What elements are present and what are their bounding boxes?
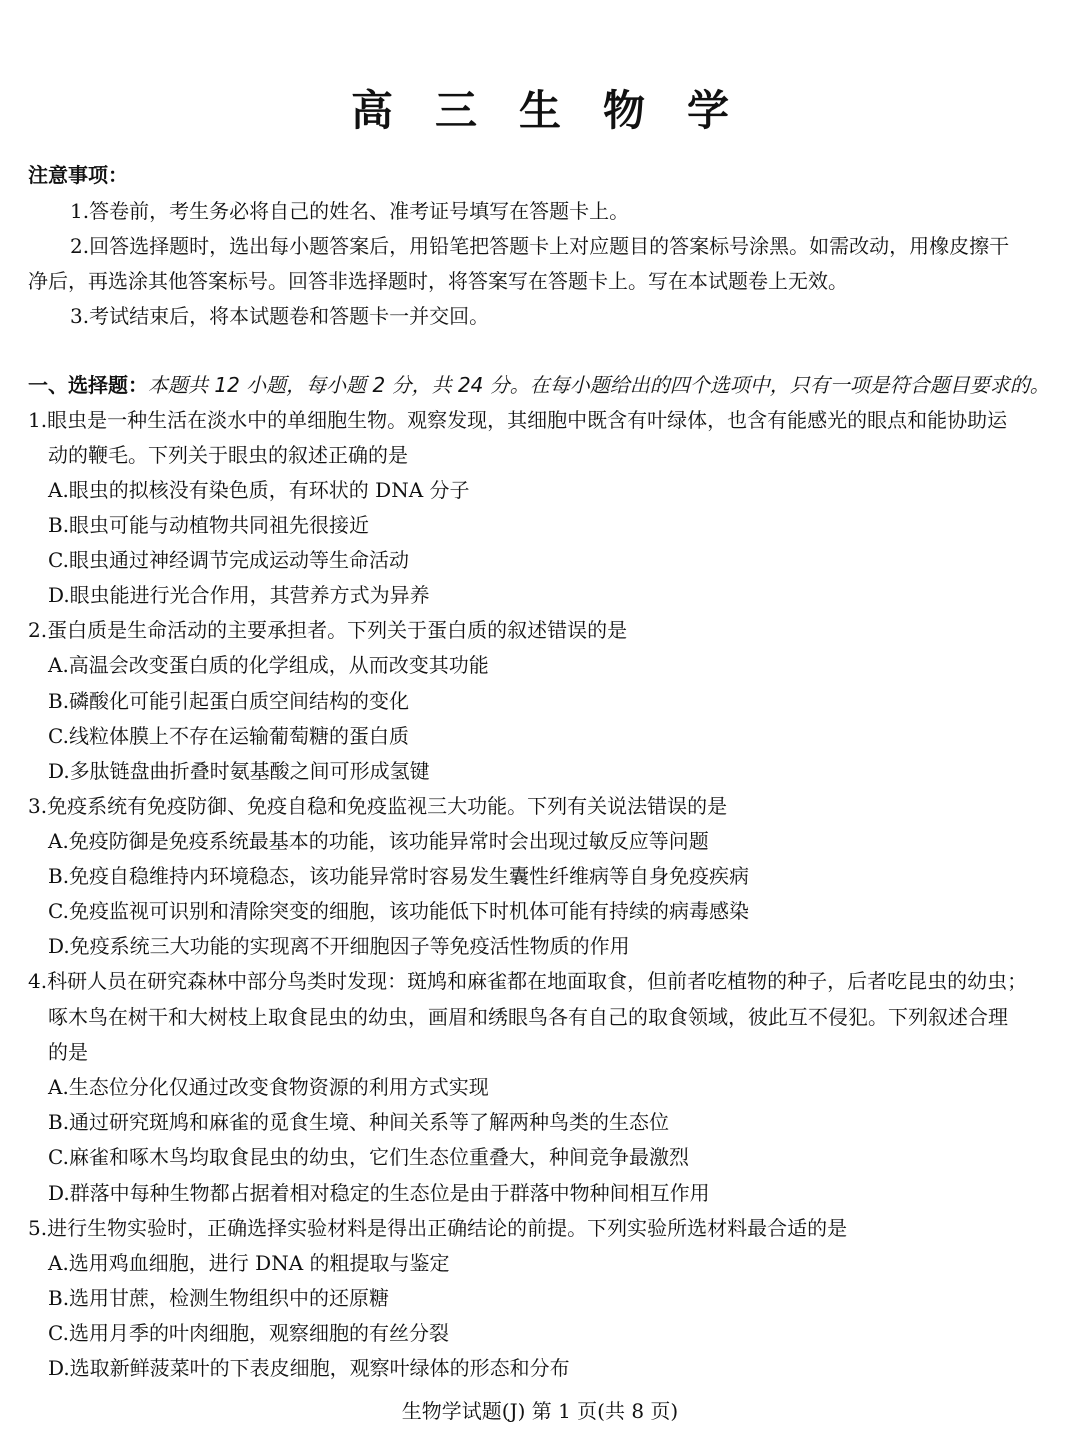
question-3-stem: 3.免疫系统有免疫防御、免疫自稳和免疫监视三大功能。下列有关说法错误的是 <box>28 794 728 818</box>
page-title: 高三生物学 <box>350 86 771 135</box>
question-5-option-a: A.选用鸡血细胞，进行 DNA 的粗提取与鉴定 <box>48 1251 450 1275</box>
notice-heading: 注意事项： <box>28 163 128 187</box>
section-lead: 一、选择题： <box>28 373 148 397</box>
question-4-option-c: C.麻雀和啄木鸟均取食昆虫的幼虫，它们生态位重叠大，种间竞争最激烈 <box>48 1145 689 1169</box>
notice-item-1: 1.答卷前，考生务必将自己的姓名、准考证号填写在答题卡上。 <box>70 199 630 223</box>
question-2-option-c: C.线粒体膜上不存在运输葡萄糖的蛋白质 <box>48 724 409 748</box>
question-5-option-c: C.选用月季的叶肉细胞，观察细胞的有丝分裂 <box>48 1321 449 1345</box>
question-4-stem: 4.科研人员在研究森林中部分鸟类时发现：斑鸠和麻雀都在地面取食，但前者吃植物的种子，后者吃昆虫的幼虫； <box>28 969 1028 993</box>
question-4-option-a: A.生态位分化仅通过改变食物资源的利用方式实现 <box>48 1075 489 1099</box>
question-2-option-b: B.磷酸化可能引起蛋白质空间结构的变化 <box>48 689 410 713</box>
notice-item-2-cont: 净后，再选涂其他答案标号。回答非选择题时，将答案写在答题卡上。写在本试题卷上无效。 <box>28 269 848 293</box>
question-5-option-d: D.选取新鲜菠菜叶的下表皮细胞，观察叶绿体的形态和分布 <box>48 1356 570 1380</box>
notice-item-2: 2.回答选择题时，选出每小题答案后，用铅笔把答题卡上对应题目的答案标号涂黑。如需改动，用橡皮擦干 <box>70 234 1010 258</box>
section-heading <box>28 372 1050 398</box>
question-3-option-b: B.免疫自稳维持内环境稳态，该功能异常时容易发生囊性纤维病等自身免疫疾病 <box>48 864 750 888</box>
question-5-stem: 5.进行生物实验时，正确选择实验材料是得出正确结论的前提。下列实验所选材料最合适的是 <box>28 1216 848 1240</box>
question-1-option-a: A.眼虫的拟核没有染色质，有环状的 DNA 分子 <box>48 478 470 502</box>
question-5-option-b: B.选用甘蔗，检测生物组织中的还原糖 <box>48 1286 390 1310</box>
page-footer: 生物学试题(J) 第 1 页(共 8 页) <box>401 1399 679 1423</box>
question-1-stem-cont: 动的鞭毛。下列关于眼虫的叙述正确的是 <box>48 443 408 467</box>
question-3-option-a: A.免疫防御是免疫系统最基本的功能，该功能异常时会出现过敏反应等问题 <box>48 829 709 853</box>
question-3-option-c: C.免疫监视可识别和清除突变的细胞，该功能低下时机体可能有持续的病毒感染 <box>48 899 749 923</box>
question-4-stem-cont: 啄木鸟在树干和大树枝上取食昆虫的幼虫，画眉和绣眼鸟各有自己的取食领域，彼此互不侵犯。下列叙述合理 <box>48 1005 1008 1029</box>
notice-item-3: 3.考试结束后，将本试题卷和答题卡一并交回。 <box>70 304 490 328</box>
question-1-option-c: C.眼虫通过神经调节完成运动等生命活动 <box>48 548 409 572</box>
question-1-option-b: B.眼虫可能与动植物共同祖先很接近 <box>48 513 370 537</box>
question-4-stem-cont-2: 的是 <box>48 1040 88 1064</box>
question-4-option-d: D.群落中每种生物都占据着相对稳定的生态位是由于群落中物种间相互作用 <box>48 1181 710 1205</box>
section-instructions: 本题共 12 小题，每小题 2 分，共 24 分。在每小题给出的四个选项中，只有一项是符合题目要求的。 <box>148 373 1050 397</box>
question-3-option-d: D.免疫系统三大功能的实现离不开细胞因子等免疫活性物质的作用 <box>48 934 630 958</box>
question-2-option-a: A.高温会改变蛋白质的化学组成，从而改变其功能 <box>48 653 489 677</box>
question-2-stem: 2.蛋白质是生命活动的主要承担者。下列关于蛋白质的叙述错误的是 <box>28 618 628 642</box>
question-2-option-d: D.多肽链盘曲折叠时氨基酸之间可形成氢键 <box>48 759 430 783</box>
question-1-stem: 1.眼虫是一种生活在淡水中的单细胞生物。观察发现，其细胞中既含有叶绿体，也含有能感光的眼点和能协助运 <box>28 408 1008 432</box>
question-4-option-b: B.通过研究斑鸠和麻雀的觅食生境、种间关系等了解两种鸟类的生态位 <box>48 1110 670 1134</box>
question-1-option-d: D.眼虫能进行光合作用，其营养方式为异养 <box>48 583 430 607</box>
